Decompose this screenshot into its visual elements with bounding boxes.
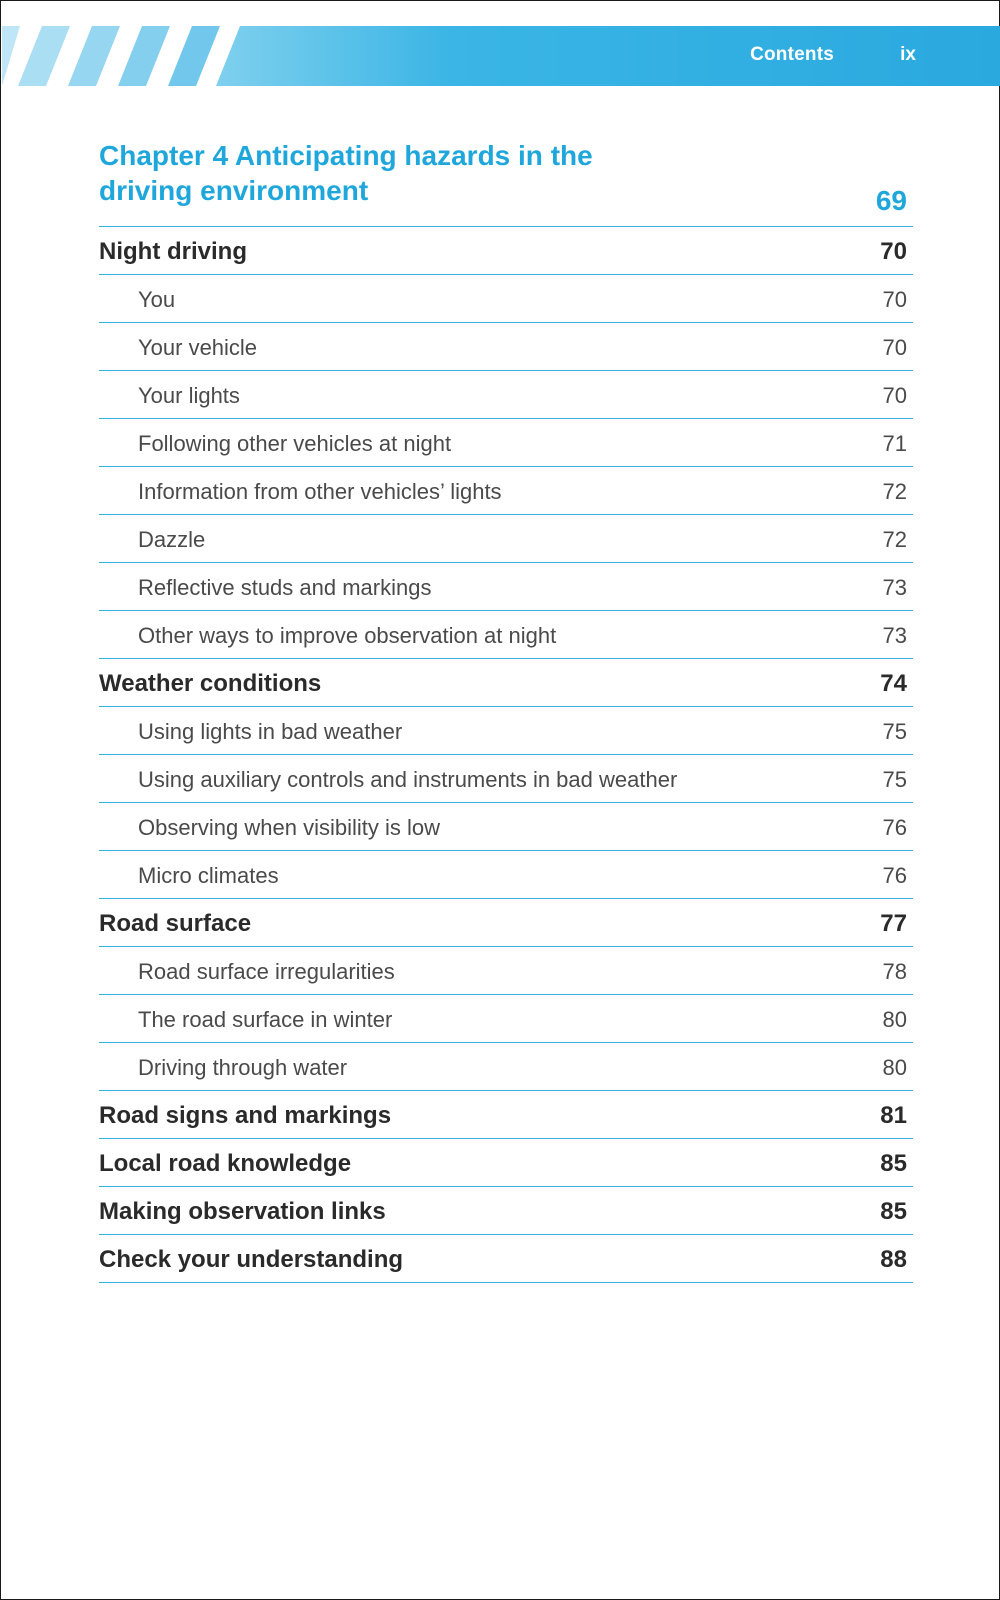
chapter-page-number: 69 xyxy=(875,185,907,216)
toc-entry-label: Night driving xyxy=(99,238,247,265)
toc-entry-page-number: 78 xyxy=(882,959,907,984)
toc-entry-label: Micro climates xyxy=(138,863,279,888)
toc-section-row[interactable] xyxy=(99,1091,913,1139)
chapter-title: Chapter 4 Anticipating hazards in the driving environment xyxy=(99,140,593,206)
toc-entry-page-number: 88 xyxy=(880,1246,907,1273)
toc-entry-page-number: 70 xyxy=(882,287,907,312)
toc-entry-label: Observing when visibility is low xyxy=(138,815,440,840)
toc-entry-page-number: 80 xyxy=(882,1007,907,1032)
toc-entry-page-number: 74 xyxy=(880,670,907,697)
toc-subsection-row[interactable] xyxy=(99,371,913,419)
toc-entry-label: Road surface irregularities xyxy=(138,959,395,984)
toc-entry-label: You xyxy=(138,287,176,312)
toc-subsection-row[interactable] xyxy=(99,1043,913,1091)
toc-subsection-row[interactable] xyxy=(99,995,913,1043)
toc-entry-label: Following other vehicles at night xyxy=(138,431,452,456)
toc-subsection-row[interactable] xyxy=(99,515,913,563)
toc-entry-page-number: 73 xyxy=(882,623,907,648)
header-title: Contents xyxy=(750,44,834,65)
toc-entry-label: Weather conditions xyxy=(99,670,322,697)
toc-subsection-row[interactable] xyxy=(99,563,913,611)
toc-entry-label: Dazzle xyxy=(138,527,206,552)
toc-entry-label: Road signs and markings xyxy=(99,1102,392,1129)
toc-entry-page-number: 75 xyxy=(882,719,907,744)
toc-subsection-row[interactable] xyxy=(99,803,913,851)
toc-entry-page-number: 76 xyxy=(882,815,907,840)
contents-list xyxy=(99,138,913,1283)
toc-subsection-row[interactable] xyxy=(99,851,913,899)
toc-section-row[interactable] xyxy=(99,659,913,707)
toc-entry-page-number: 73 xyxy=(882,575,907,600)
toc-entry-page-number: 72 xyxy=(882,479,907,504)
toc-entry-label: Using lights in bad weather xyxy=(138,719,403,744)
toc-entry-page-number: 72 xyxy=(882,527,907,552)
toc-entry-page-number: 85 xyxy=(880,1198,907,1225)
toc-subsection-row[interactable] xyxy=(99,275,913,323)
toc-entry-page-number: 81 xyxy=(880,1102,907,1129)
toc-subsection-row[interactable] xyxy=(99,707,913,755)
toc-subsection-row[interactable] xyxy=(99,755,913,803)
toc-entry-label: Reflective studs and markings xyxy=(138,575,432,600)
toc-entry-label: Driving through water xyxy=(138,1055,348,1080)
toc-entry-page-number: 70 xyxy=(880,238,907,265)
header-page-number: ix xyxy=(900,44,916,65)
toc-subsection-row[interactable] xyxy=(99,323,913,371)
toc-entry-label: Local road knowledge xyxy=(99,1150,352,1177)
toc-entry-label: Check your understanding xyxy=(99,1246,404,1273)
toc-entry-label: Your vehicle xyxy=(138,335,258,360)
toc-subsection-row[interactable] xyxy=(99,467,913,515)
toc-entry-page-number: 70 xyxy=(882,383,907,408)
toc-section-row[interactable] xyxy=(99,1187,913,1235)
toc-entry-label: Road surface xyxy=(99,910,252,937)
toc-entry-page-number: 76 xyxy=(882,863,907,888)
toc-entry-label: Using auxiliary controls and instruments in bad weather xyxy=(138,767,678,792)
toc-entry-page-number: 75 xyxy=(882,767,907,792)
toc-entry-page-number: 70 xyxy=(882,335,907,360)
chapter-heading-row[interactable] xyxy=(99,138,913,227)
toc-section-row[interactable] xyxy=(99,899,913,947)
toc-entry-label: The road surface in winter xyxy=(138,1007,393,1032)
toc-entry-label: Your lights xyxy=(138,383,240,408)
toc-entries xyxy=(99,227,913,1283)
header-stripes-graphic xyxy=(0,26,1000,86)
toc-section-row[interactable] xyxy=(99,227,913,275)
toc-subsection-row[interactable] xyxy=(99,611,913,659)
toc-entry-page-number: 71 xyxy=(882,431,907,456)
toc-section-row[interactable] xyxy=(99,1139,913,1187)
toc-section-row[interactable] xyxy=(99,1235,913,1283)
toc-entry-page-number: 80 xyxy=(882,1055,907,1080)
toc-subsection-row[interactable] xyxy=(99,947,913,995)
toc-entry-page-number: 85 xyxy=(880,1150,907,1177)
toc-entry-label: Information from other vehicles’ lights xyxy=(138,479,502,504)
header-band xyxy=(0,26,1000,86)
toc-entry-label: Making observation links xyxy=(99,1198,386,1225)
toc-subsection-row[interactable] xyxy=(99,419,913,467)
toc-entry-page-number: 77 xyxy=(880,910,907,937)
toc-entry-label: Other ways to improve observation at night xyxy=(138,623,557,648)
